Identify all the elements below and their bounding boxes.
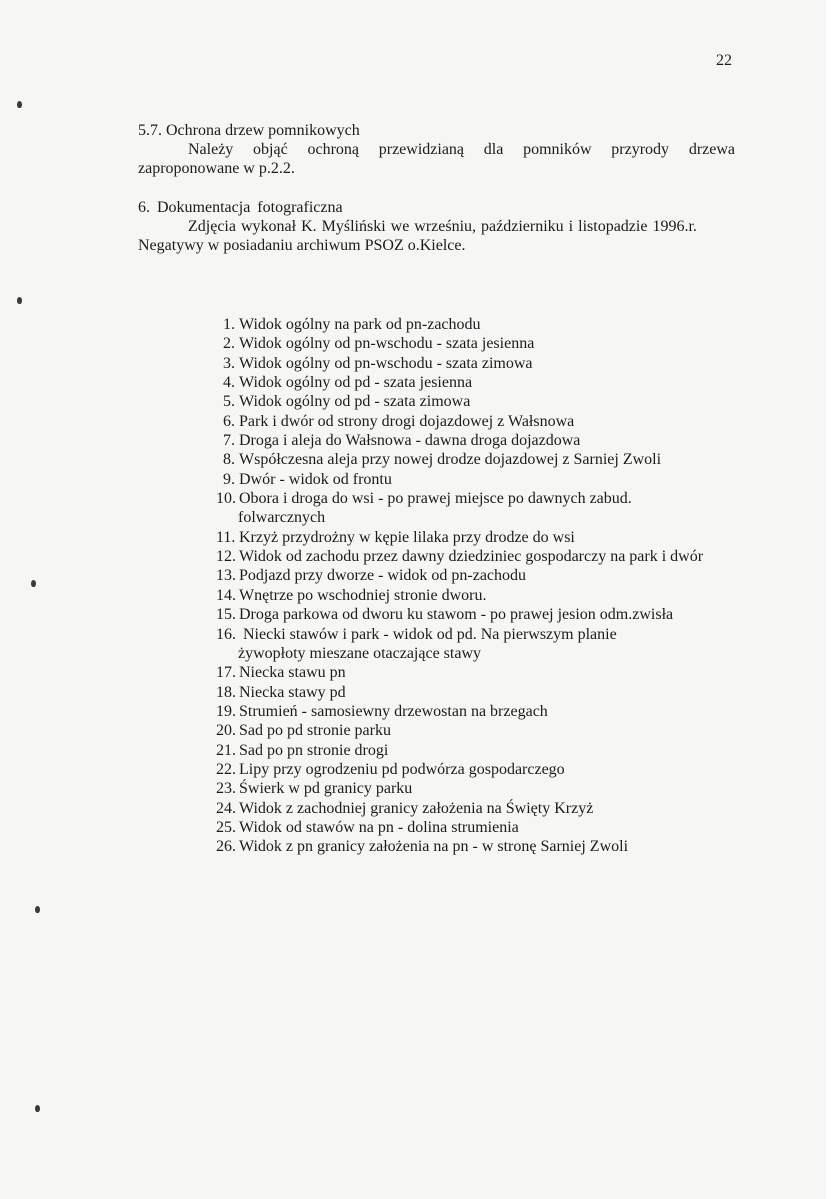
section-heading: 5.7. Ochrona drzew pomnikowych	[138, 122, 360, 139]
list-item-text: Niecka stawy pd	[239, 683, 346, 701]
list-item-number: 6.	[223, 412, 235, 430]
list-item	[216, 799, 776, 818]
list-item	[216, 837, 776, 856]
list-item	[216, 431, 776, 450]
page-number: 22	[716, 52, 732, 69]
list-item	[216, 315, 776, 334]
list-item-text: Krzyż przydrożny w kępie lilaka przy drodze do wsi	[239, 528, 575, 546]
section-6	[138, 198, 738, 255]
list-item	[216, 450, 776, 469]
list-item	[216, 489, 776, 528]
paragraph-line: Negatywy w posiadaniu archiwum PSOZ o.Kielce.	[138, 237, 466, 254]
list-item-text: Sad po pn stronie drogi	[239, 741, 389, 759]
list-item-text: Świerk w pd granicy parku	[239, 780, 413, 798]
list-item	[216, 412, 776, 431]
list-item	[216, 547, 776, 566]
list-item-number: 19.	[216, 702, 236, 720]
list-item-text: Droga parkowa od dworu ku stawom - po prawej jesion odm.zwisła	[239, 606, 674, 624]
punch-hole-mark	[31, 580, 36, 587]
list-item-text: Dwór - widok od frontu	[239, 470, 392, 488]
list-item	[216, 683, 776, 702]
list-item-text: Widok z zachodniej granicy założenia na Święty Krzyż	[239, 799, 594, 817]
list-item-text: Widok z pn granicy założenia na pn - w stronę Sarniej Zwoli	[239, 838, 629, 856]
list-item	[216, 663, 776, 682]
list-item-text: Strumień - samosiewny drzewostan na brzegach	[239, 702, 548, 720]
list-item-number: 11.	[216, 528, 236, 546]
list-item	[216, 702, 776, 721]
list-item-number: 13.	[216, 567, 236, 585]
list-item-number: 12.	[216, 548, 236, 566]
list-item-text: Wnętrze po wschodniej stronie dworu.	[239, 586, 487, 604]
list-item-text: Widok ogólny na park od pn-zachodu	[239, 316, 481, 333]
list-item-number: 10.	[216, 490, 236, 508]
punch-hole-mark	[35, 1105, 40, 1112]
list-item-number: 20.	[216, 722, 236, 740]
list-item-text: Widok ogólny od pn-wschodu - szata zimowa	[239, 354, 533, 372]
list-item-number: 3.	[223, 354, 235, 372]
list-item-text: Park i dwór od strony drogi dojazdowej z Wałsnowa	[239, 412, 575, 430]
list-item-text: Lipy przy ogrodzeniu pd podwórza gospodarczego	[239, 760, 565, 778]
list-item	[216, 625, 776, 664]
list-item-number: 23.	[216, 780, 236, 798]
list-item-continuation: żywopłoty mieszane otaczające stawy	[238, 644, 481, 662]
list-item	[216, 566, 776, 585]
section-heading: 6. Dokumentacja fotograficzna	[138, 199, 343, 216]
list-item	[216, 470, 776, 489]
list-item-number: 21.	[216, 741, 236, 759]
list-item-continuation: folwarcznych	[238, 509, 326, 527]
list-item	[216, 721, 776, 740]
punch-hole-mark	[17, 297, 22, 304]
list-item-number: 26.	[216, 838, 236, 856]
list-item-number: 5.	[223, 393, 235, 411]
list-item	[216, 586, 776, 605]
list-item-text: Niecka stawu pn	[239, 664, 346, 682]
list-item	[216, 779, 776, 798]
paragraph-line: Zdjęcia wykonał K. Myśliński we wrześniu, październiku i listopadzie 1996.r.	[188, 218, 697, 235]
list-item-text: Widok ogólny od pd - szata zimowa	[239, 393, 471, 411]
list-item-text: Widok od zachodu przez dawny dziedziniec gospodarczy na park i dwór	[239, 548, 704, 566]
list-item-number: 16.	[216, 625, 236, 643]
list-item	[216, 760, 776, 779]
list-item-number: 18.	[216, 683, 236, 701]
list-item-text: Podjazd przy dworze - widok od pn-zachodu	[239, 567, 527, 585]
list-item-text: Droga i aleja do Wałsnowa - dawna droga dojazdowa	[239, 432, 581, 450]
list-item-text: Współczesna aleja przy nowej drodze dojazdowej z Sarniej Zwoli	[239, 451, 662, 469]
list-item-number: 15.	[216, 606, 236, 624]
list-item-number: 22.	[216, 760, 236, 778]
list-item-number: 7.	[223, 432, 235, 450]
list-item	[216, 605, 776, 624]
scan-edge	[826, 0, 835, 1199]
list-item-number: 25.	[216, 818, 236, 836]
list-item-number: 8.	[223, 451, 235, 469]
list-item	[216, 334, 776, 353]
list-item	[216, 392, 776, 411]
list-item-text: Obora i droga do wsi - po prawej miejsce po dawnych zabud.	[239, 490, 632, 508]
photo-list	[216, 315, 776, 857]
list-item-text: Widok od stawów na pn - dolina strumienia	[239, 818, 519, 836]
punch-hole-mark	[17, 101, 22, 108]
section-5-7	[138, 121, 735, 178]
list-item	[216, 354, 776, 373]
list-item-number: 2.	[223, 335, 235, 353]
list-item-number: 4.	[223, 374, 235, 392]
list-item	[216, 528, 776, 547]
list-item-number: 14.	[216, 586, 236, 604]
list-item-number: 1.	[223, 316, 235, 333]
list-item	[216, 741, 776, 760]
list-item	[216, 818, 776, 837]
list-item	[216, 373, 776, 392]
list-item-number: 9.	[223, 470, 235, 488]
list-item-number: 17.	[216, 664, 236, 682]
paragraph-line: zaproponowane w p.2.2.	[138, 160, 295, 177]
punch-hole-mark	[35, 906, 40, 913]
list-item-text: Widok ogólny od pn-wschodu - szata jesienna	[239, 335, 535, 353]
list-item-text: Widok ogólny od pd - szata jesienna	[239, 374, 473, 392]
list-item-text: Niecki stawów i park - widok od pd. Na pierwszym planie	[239, 625, 617, 643]
paragraph-line: Należy objąć ochroną przewidzianą dla pomników przyrody drzewa	[188, 141, 735, 158]
list-item-number: 24.	[216, 799, 236, 817]
list-item-text: Sad po pd stronie parku	[239, 722, 391, 740]
